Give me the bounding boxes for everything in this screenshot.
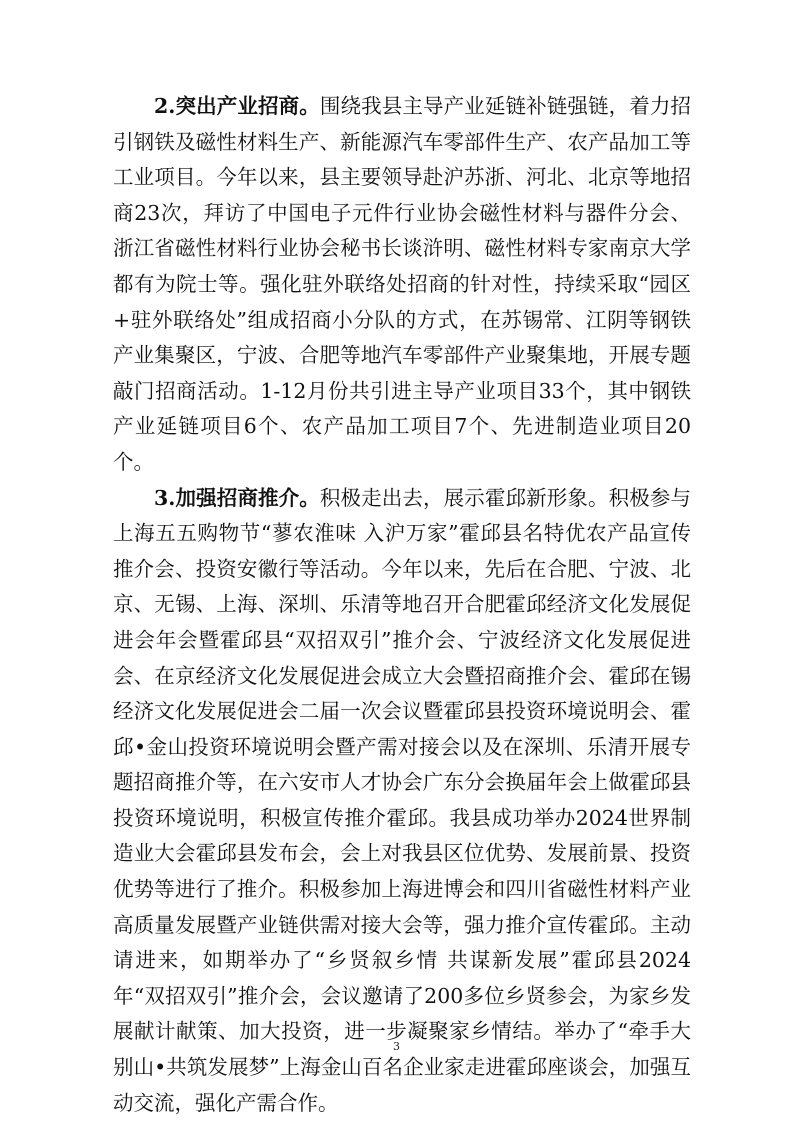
section-text: 围绕我县主导产业延链补链强链，着力招引钢铁及磁性材料生产、新能源汽车零部件生产、农产品加工等工业项目。今年以来，县主要领导赴沪苏浙、河北、北京等地招商23次，拜访了中国电子元件行业协会磁性材料与器件分会、浙江省磁性材料行业协会秘书长谈浒明、磁性材料专家南京大学都有为院士等。强化驻外联络处招商的针对性，持续采取“园区+驻外联络处”组成招商小分队的方式，在苏锡常、江阴等钢铁产业集聚区，宁波、合肥等地汽车零部件产业聚集地，开展专题敲门招商活动。1-12月份共引进主导产业项目33个，其中钢铁产业延链项目6个、农产品加工项目7个、先进制造业项目20个。 [113,94,691,474]
section-industry-investment [113,89,691,481]
section-investment-promotion [113,481,691,1122]
page-number: 3 [393,1040,400,1053]
document-body [113,89,691,1121]
section-heading: 3.加强招商推介。 [154,485,320,510]
section-heading: 2.突出产业招商。 [154,94,320,118]
section-text: 积极走出去，展示霍邱新形象。积极参与上海五五购物节“蓼农淮味 入沪万家”霍邱县名特优农产品宣传推介会、投资安徽行等活动。今年以来，先后在合肥、宁波、北京、无锡、上海、深圳、乐清等地召开合肥霍邱经济文化发展促进会年会暨霍邱县“双招双引”推介会、宁波经济文化发展促进会、在京经济文化发展促进会成立大会暨招商推介会、霍邱在锡经济文化发展促进会二届一次会议暨霍邱县投资环境说明会、霍邱•金山投资环境说明会暨产需对接会以及在深圳、乐清开展专题招商推介等，在六安市人才协会广东分会换届年会上做霍邱县投资环境说明，积极宣传推介霍邱。我县成功举办2024世界制造业大会霍邱县发布会，会上对我县区位优势、发展前景、投资优势等进行了推介。积极参加上海进博会和四川省磁性材料产业高质量发展暨产业链供需对接大会等，强力推介宣传霍邱。主动请进来，如期举办了“乡贤叙乡情 共谋新发展”霍邱县2024年“双招双引”推介会，会议邀请了200多位乡贤参会，为家乡发展献计献策、加大投资，进一步凝聚家乡情结。举办了“牵手大别山•共筑发展梦”上海金山百名企业家走进霍邱座谈会，加强互动交流，强化产需合作。 [113,485,691,1115]
